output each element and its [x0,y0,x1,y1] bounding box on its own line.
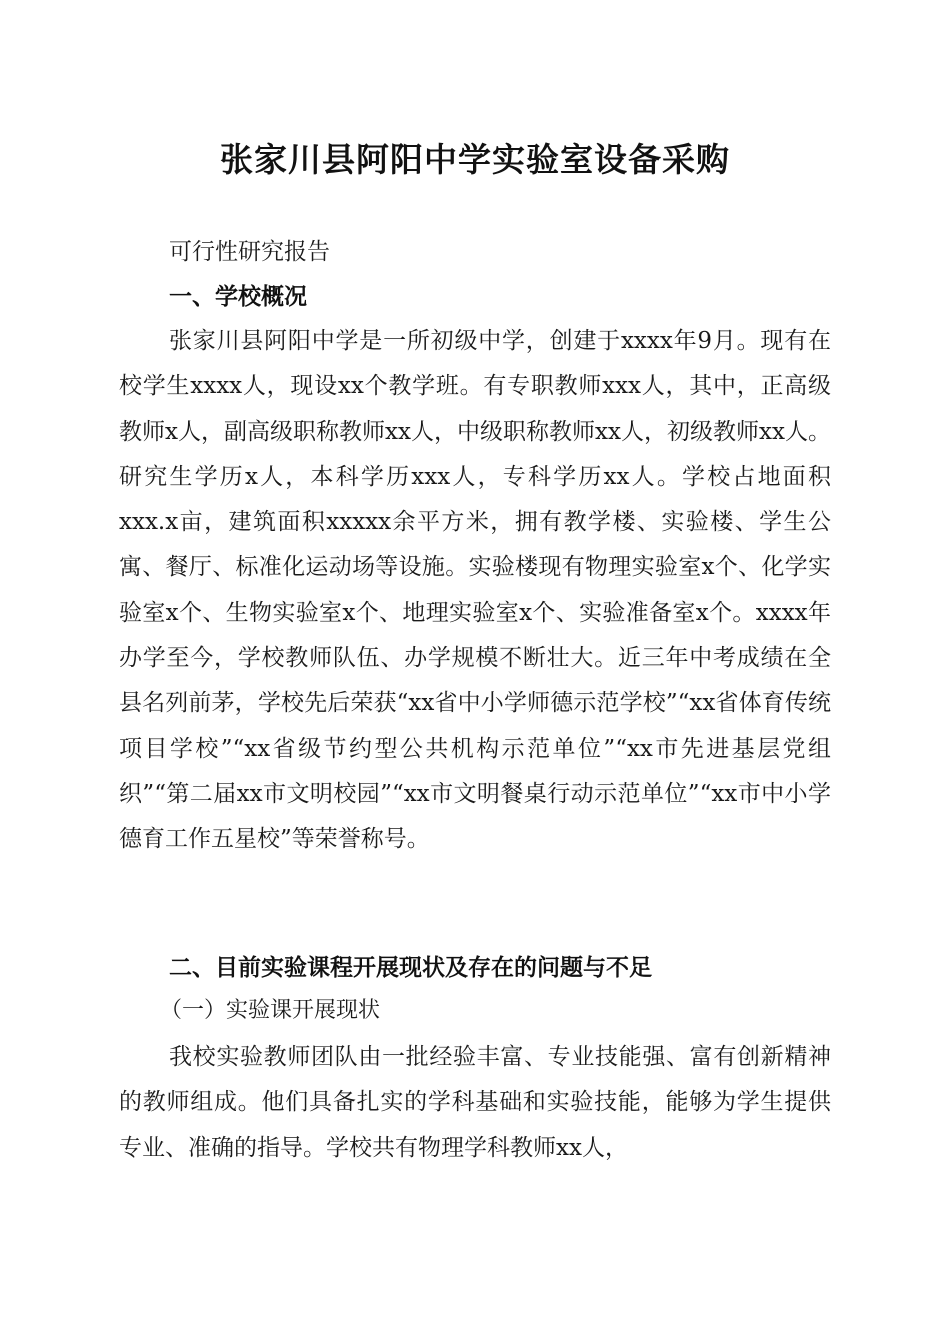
section-2-heading: 二、目前实验课程开展现状及存在的问题与不足 [169,955,652,981]
section-2-paragraph: 我校实验教师团队由一批经验丰富、专业技能强、富有创新精神的教师组成。他们具备扎实的学科基础和实验技能，能够为学生提供专业、准确的指导。学校共有物理学科教师xx人， [119,1044,831,1161]
section-2-subheading: （一）实验课开展现状 [160,998,381,1023]
section-1-heading: 一、学校概况 [169,284,307,310]
document-subtitle: 可行性研究报告 [169,239,330,265]
document-title: 张家川县阿阳中学实验室设备采购 [220,140,730,179]
section-1-paragraph: 张家川县阿阳中学是一所初级中学，创建于xxxx年9月。现有在校学生xxxx人，现设xx个教学班。有专职教师xxx人，其中，正高级教师x人，副高级职称教师xx人，中级职称教师xx人，初级教师xx人。研究生学历x人，本科学历xxx人，专科学历xx人。学校占地面积xxx.x亩，建筑面积xxxxx余平方米，拥有教学楼、实验楼、学生公寓、餐厅、标准化运动场等设施。实验楼现有物理实验室x个、化学实验室x个、生物实验室x个、地理实验室x个、实验准备室x个。xxxx年办学至今，学校教师队伍、办学规模不断壮大。近三年中考成绩在全县名列前茅，学校先后荣获“xx省中小学师德示范学校”“xx省体育传统项目学校”“xx省级节约型公共机构示范单位”“xx市先进基层党组织”“第二届xx市文明校园”“xx市文明餐桌行动示范单位”“xx市中小学德育工作五星校”等荣誉称号。 [119,328,831,853]
